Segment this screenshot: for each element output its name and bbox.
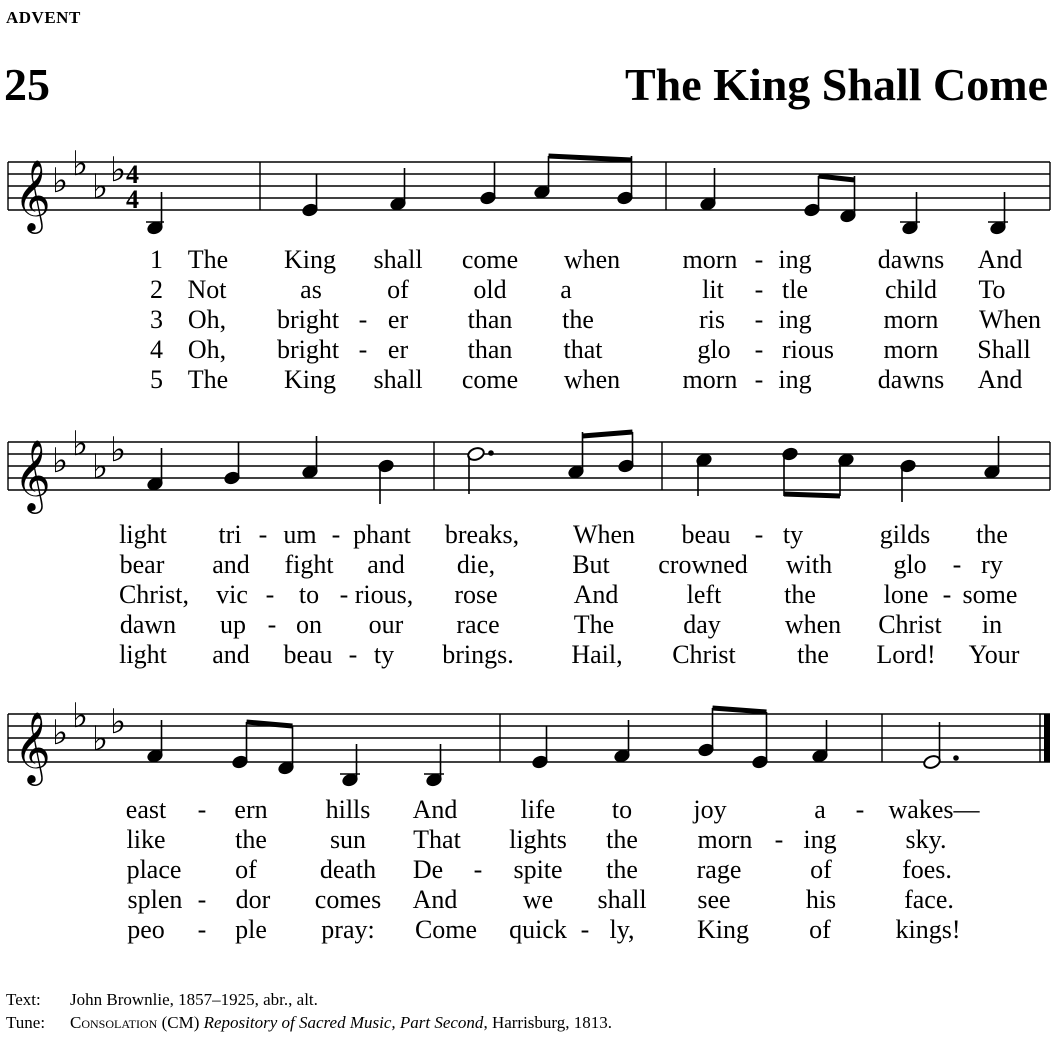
lyric-syllable: When	[978, 305, 1042, 334]
lyric-syllable: of	[810, 855, 832, 884]
lyric-syllable: of	[809, 915, 831, 944]
svg-text:♭: ♭	[72, 696, 89, 736]
treble-clef-icon: 𝄞	[14, 438, 51, 511]
lyric-syllable: shall	[597, 885, 647, 914]
lyric-syllable: our	[368, 610, 404, 639]
lyric-syllable: day	[683, 610, 721, 639]
lyric-syllable: morn	[682, 245, 738, 274]
lyric-syllable: breaks,	[444, 520, 520, 549]
lyric-syllable: -	[267, 610, 277, 639]
lyric-syllable: joy	[693, 795, 727, 824]
lyric-syllable: glo	[697, 335, 731, 364]
lyric-syllable: and	[212, 640, 250, 669]
lyric-syllable: ing	[778, 365, 812, 394]
lyric-syllable: dawns	[877, 245, 945, 274]
notes-system-1	[146, 156, 1008, 235]
lyric-syllable: ing	[778, 305, 812, 334]
lyric-syllable: the	[784, 580, 816, 609]
lyric-syllable: -	[265, 580, 275, 609]
lyric-syllable: -	[754, 520, 764, 549]
lyric-syllable: some	[962, 580, 1018, 609]
lyric-syllable: race	[456, 610, 500, 639]
lyric-syllable: spite	[513, 855, 563, 884]
lyric-syllable: rious,	[354, 580, 414, 609]
lyric-syllable: -	[754, 275, 764, 304]
lyric-syllable: a	[560, 275, 572, 304]
lyric-syllable: wakes—	[888, 795, 980, 824]
lyric-syllable: see	[697, 885, 731, 914]
lyric-syllable: King	[284, 365, 336, 394]
lyric-syllable: -	[348, 640, 358, 669]
text-credit	[6, 990, 318, 1010]
lyric-syllable: quick	[509, 915, 567, 944]
lyric-syllable: come	[461, 245, 519, 274]
lyric-syllable: when	[563, 365, 621, 394]
lyric-syllable: morn	[883, 335, 939, 364]
lyric-syllable: -	[339, 580, 349, 609]
tune-meter: (CM)	[161, 1013, 200, 1032]
lyric-syllable: crowned	[658, 550, 748, 579]
lyric-syllable: pray:	[321, 915, 375, 944]
lyric-syllable: -	[952, 550, 962, 579]
lyric-syllable: rose	[454, 580, 498, 609]
lyric-syllable: ern	[234, 795, 268, 824]
verse-number: 1	[150, 245, 163, 274]
lyric-syllable: kings!	[895, 915, 961, 944]
lyric-syllable: Not	[187, 275, 227, 304]
lyric-syllable: sky.	[905, 825, 947, 854]
lyric-syllable: fight	[284, 550, 334, 579]
lyric-syllable: And	[412, 885, 458, 914]
lyric-syllable: die,	[456, 550, 496, 579]
lyric-syllable: -	[580, 915, 590, 944]
lyric-syllable: that	[563, 335, 603, 364]
lyric-syllable: than	[467, 305, 513, 334]
lyric-syllable: lights	[509, 825, 567, 854]
svg-text:♭: ♭	[92, 447, 109, 487]
lyric-syllable: comes	[314, 885, 382, 914]
svg-text:♭: ♭	[72, 144, 89, 184]
lyric-syllable: King	[697, 915, 749, 944]
lyric-syllable: peo	[127, 915, 165, 944]
lyric-syllable: life	[520, 795, 556, 824]
lyric-syllable: shall	[373, 245, 423, 274]
treble-clef-icon: 𝄞	[14, 158, 51, 231]
lyric-syllable: er	[387, 305, 409, 334]
lyric-syllable: east	[125, 795, 167, 824]
lyric-syllable: Your	[968, 640, 1020, 669]
staff-system-2	[0, 424, 1054, 530]
lyric-syllable: Shall	[977, 335, 1031, 364]
lyric-syllable: phant	[353, 520, 411, 549]
lyric-syllable: come	[461, 365, 519, 394]
tune-source: Repository of Sacred Music, Part Second	[203, 1013, 484, 1032]
lyric-syllable: glo	[893, 550, 927, 579]
treble-clef-icon: 𝄞	[14, 710, 51, 783]
svg-text:♭: ♭	[110, 430, 127, 470]
lyric-syllable: a	[814, 795, 826, 824]
lyric-syllable: splen	[127, 885, 183, 914]
lyric-syllable: rious	[782, 335, 834, 364]
lyric-syllable: And	[977, 245, 1023, 274]
lyric-syllable: -	[942, 580, 952, 609]
lyric-syllable: as	[300, 275, 322, 304]
svg-text:4: 4	[126, 160, 139, 189]
svg-text:♭: ♭	[110, 702, 127, 742]
lyric-syllable: -	[197, 885, 207, 914]
lyric-syllable: death	[319, 855, 377, 884]
text-credit-value: John Brownlie, 1857–1925, abr., alt.	[70, 990, 318, 1009]
lyric-syllable: morn	[883, 305, 939, 334]
lyric-syllable: -	[754, 365, 764, 394]
lyric-syllable: -	[258, 520, 268, 549]
lyric-syllable: -	[197, 915, 207, 944]
lyric-syllable: ris	[699, 305, 725, 334]
svg-text:♭: ♭	[52, 441, 69, 481]
lyric-syllable: ing	[803, 825, 837, 854]
svg-text:♭: ♭	[52, 161, 69, 201]
verse-number: 5	[150, 365, 163, 394]
lyric-syllable: morn	[697, 825, 753, 854]
lyric-syllable: the	[976, 520, 1008, 549]
verse-number: 3	[150, 305, 163, 334]
section-heading: ADVENT	[6, 8, 81, 27]
notes-system-3	[147, 708, 958, 787]
lyric-syllable: And	[412, 795, 458, 824]
lyric-syllable: -	[358, 305, 368, 334]
lyric-syllable: than	[467, 335, 513, 364]
lyric-syllable: ly,	[609, 915, 635, 944]
lyric-syllable: rage	[696, 855, 742, 884]
svg-text:4: 4	[126, 185, 139, 214]
text-credit-label: Text:	[6, 990, 41, 1009]
lyric-syllable: place	[126, 855, 182, 884]
lyric-syllable: brings.	[442, 640, 514, 669]
lyric-syllable: -	[754, 245, 764, 274]
lyric-syllable: ing	[778, 245, 812, 274]
lyric-syllable: like	[126, 825, 166, 854]
lyric-syllable: Oh,	[187, 305, 227, 334]
tune-name: Consolation	[70, 1013, 158, 1032]
lyric-syllable: of	[235, 855, 257, 884]
lyric-syllable: ty	[373, 640, 395, 669]
lyric-syllable: But	[572, 550, 610, 579]
lyric-syllable: dor	[235, 885, 271, 914]
lyric-syllable: And	[977, 365, 1023, 394]
lyric-syllable: vic	[216, 580, 248, 609]
verse-number: 2	[150, 275, 163, 304]
lyric-syllable: old	[473, 275, 507, 304]
lyric-syllable: child	[885, 275, 937, 304]
lyric-syllable: -	[855, 795, 865, 824]
lyric-syllable: when	[563, 245, 621, 274]
lyric-syllable: beau	[283, 640, 333, 669]
lyric-syllable: gilds	[879, 520, 931, 549]
lyric-syllable: face.	[904, 885, 954, 914]
lyric-syllable: up	[220, 610, 246, 639]
lyric-syllable: light	[119, 520, 167, 549]
lyric-syllable: er	[387, 335, 409, 364]
lyric-syllable: hills	[325, 795, 371, 824]
lyric-syllable: and	[367, 550, 405, 579]
lyric-syllable: -	[197, 795, 207, 824]
svg-text:♭: ♭	[92, 167, 109, 207]
time-signature-icon	[126, 160, 139, 214]
verse-number: 4	[150, 335, 163, 364]
lyric-syllable: morn	[682, 365, 738, 394]
lyric-syllable: lone	[883, 580, 929, 609]
lyric-syllable: The	[187, 245, 229, 274]
lyric-syllable: beau	[681, 520, 731, 549]
lyric-syllable: ple	[235, 915, 267, 944]
lyric-syllable: his	[805, 885, 837, 914]
staff-system-3	[0, 696, 1054, 802]
lyric-syllable: Hail,	[571, 640, 623, 669]
lyric-syllable: When	[572, 520, 636, 549]
tune-credit-label: Tune:	[6, 1013, 46, 1032]
lyric-syllable: bear	[119, 550, 165, 579]
lyric-syllable: foes.	[902, 855, 952, 884]
lyric-syllable: to	[611, 795, 633, 824]
lyric-syllable: Christ	[878, 610, 942, 639]
svg-text:♭: ♭	[92, 719, 109, 759]
svg-text:♭: ♭	[52, 713, 69, 753]
lyric-syllable: with	[785, 550, 833, 579]
lyric-syllable: dawns	[877, 365, 945, 394]
tune-credit	[6, 1013, 612, 1033]
lyric-syllable: Lord!	[876, 640, 936, 669]
lyric-syllable: Christ	[672, 640, 736, 669]
lyric-syllable: of	[387, 275, 409, 304]
lyric-syllable: -	[754, 305, 764, 334]
lyric-syllable: -	[331, 520, 341, 549]
staff-system-1	[0, 144, 1054, 250]
lyric-syllable: -	[774, 825, 784, 854]
svg-text:♭: ♭	[110, 150, 127, 190]
lyric-syllable: bright	[276, 305, 340, 334]
lyric-syllable: The	[187, 365, 229, 394]
svg-text:♭: ♭	[72, 424, 89, 464]
lyric-syllable: and	[212, 550, 250, 579]
lyric-syllable: the	[235, 825, 267, 854]
lyric-syllable: um	[283, 520, 317, 549]
lyric-syllable: -	[473, 855, 483, 884]
lyric-syllable: tle	[782, 275, 808, 304]
lyric-syllable: in	[981, 610, 1003, 639]
notes-system-2	[147, 432, 1001, 504]
lyric-syllable: to	[298, 580, 320, 609]
lyric-syllable: we	[522, 885, 554, 914]
lyric-syllable: tri	[218, 520, 242, 549]
lyric-syllable: the	[797, 640, 829, 669]
lyric-syllable: on	[296, 610, 322, 639]
lyric-syllable: the	[562, 305, 594, 334]
lyric-syllable: De	[412, 855, 444, 884]
hymn-number: 25	[4, 59, 50, 110]
lyric-syllable: dawn	[119, 610, 177, 639]
lyric-syllable: light	[119, 640, 167, 669]
lyric-syllable: Come	[414, 915, 478, 944]
lyric-syllable: Christ,	[118, 580, 190, 609]
lyric-syllable: left	[686, 580, 722, 609]
lyric-syllable: sun	[329, 825, 367, 854]
lyric-syllable: That	[413, 825, 461, 854]
lyric-syllable: Oh,	[187, 335, 227, 364]
lyric-syllable: when	[784, 610, 842, 639]
lyric-syllable: the	[606, 825, 638, 854]
final-barline-icon	[1044, 714, 1050, 762]
lyric-syllable: King	[284, 245, 336, 274]
lyric-syllable: -	[358, 335, 368, 364]
lyric-syllable: shall	[373, 365, 423, 394]
lyric-syllable: And	[573, 580, 619, 609]
tune-place: , Harrisburg, 1813.	[483, 1013, 613, 1032]
lyric-syllable: bright	[276, 335, 340, 364]
hymn-title: The King Shall Come	[624, 59, 1048, 110]
lyric-syllable: The	[573, 610, 615, 639]
lyric-syllable: ry	[981, 550, 1003, 579]
lyric-syllable: lit	[702, 275, 724, 304]
lyric-syllable: ty	[782, 520, 804, 549]
lyric-syllable: the	[606, 855, 638, 884]
lyric-syllable: -	[754, 335, 764, 364]
lyric-syllable: To	[978, 275, 1006, 304]
